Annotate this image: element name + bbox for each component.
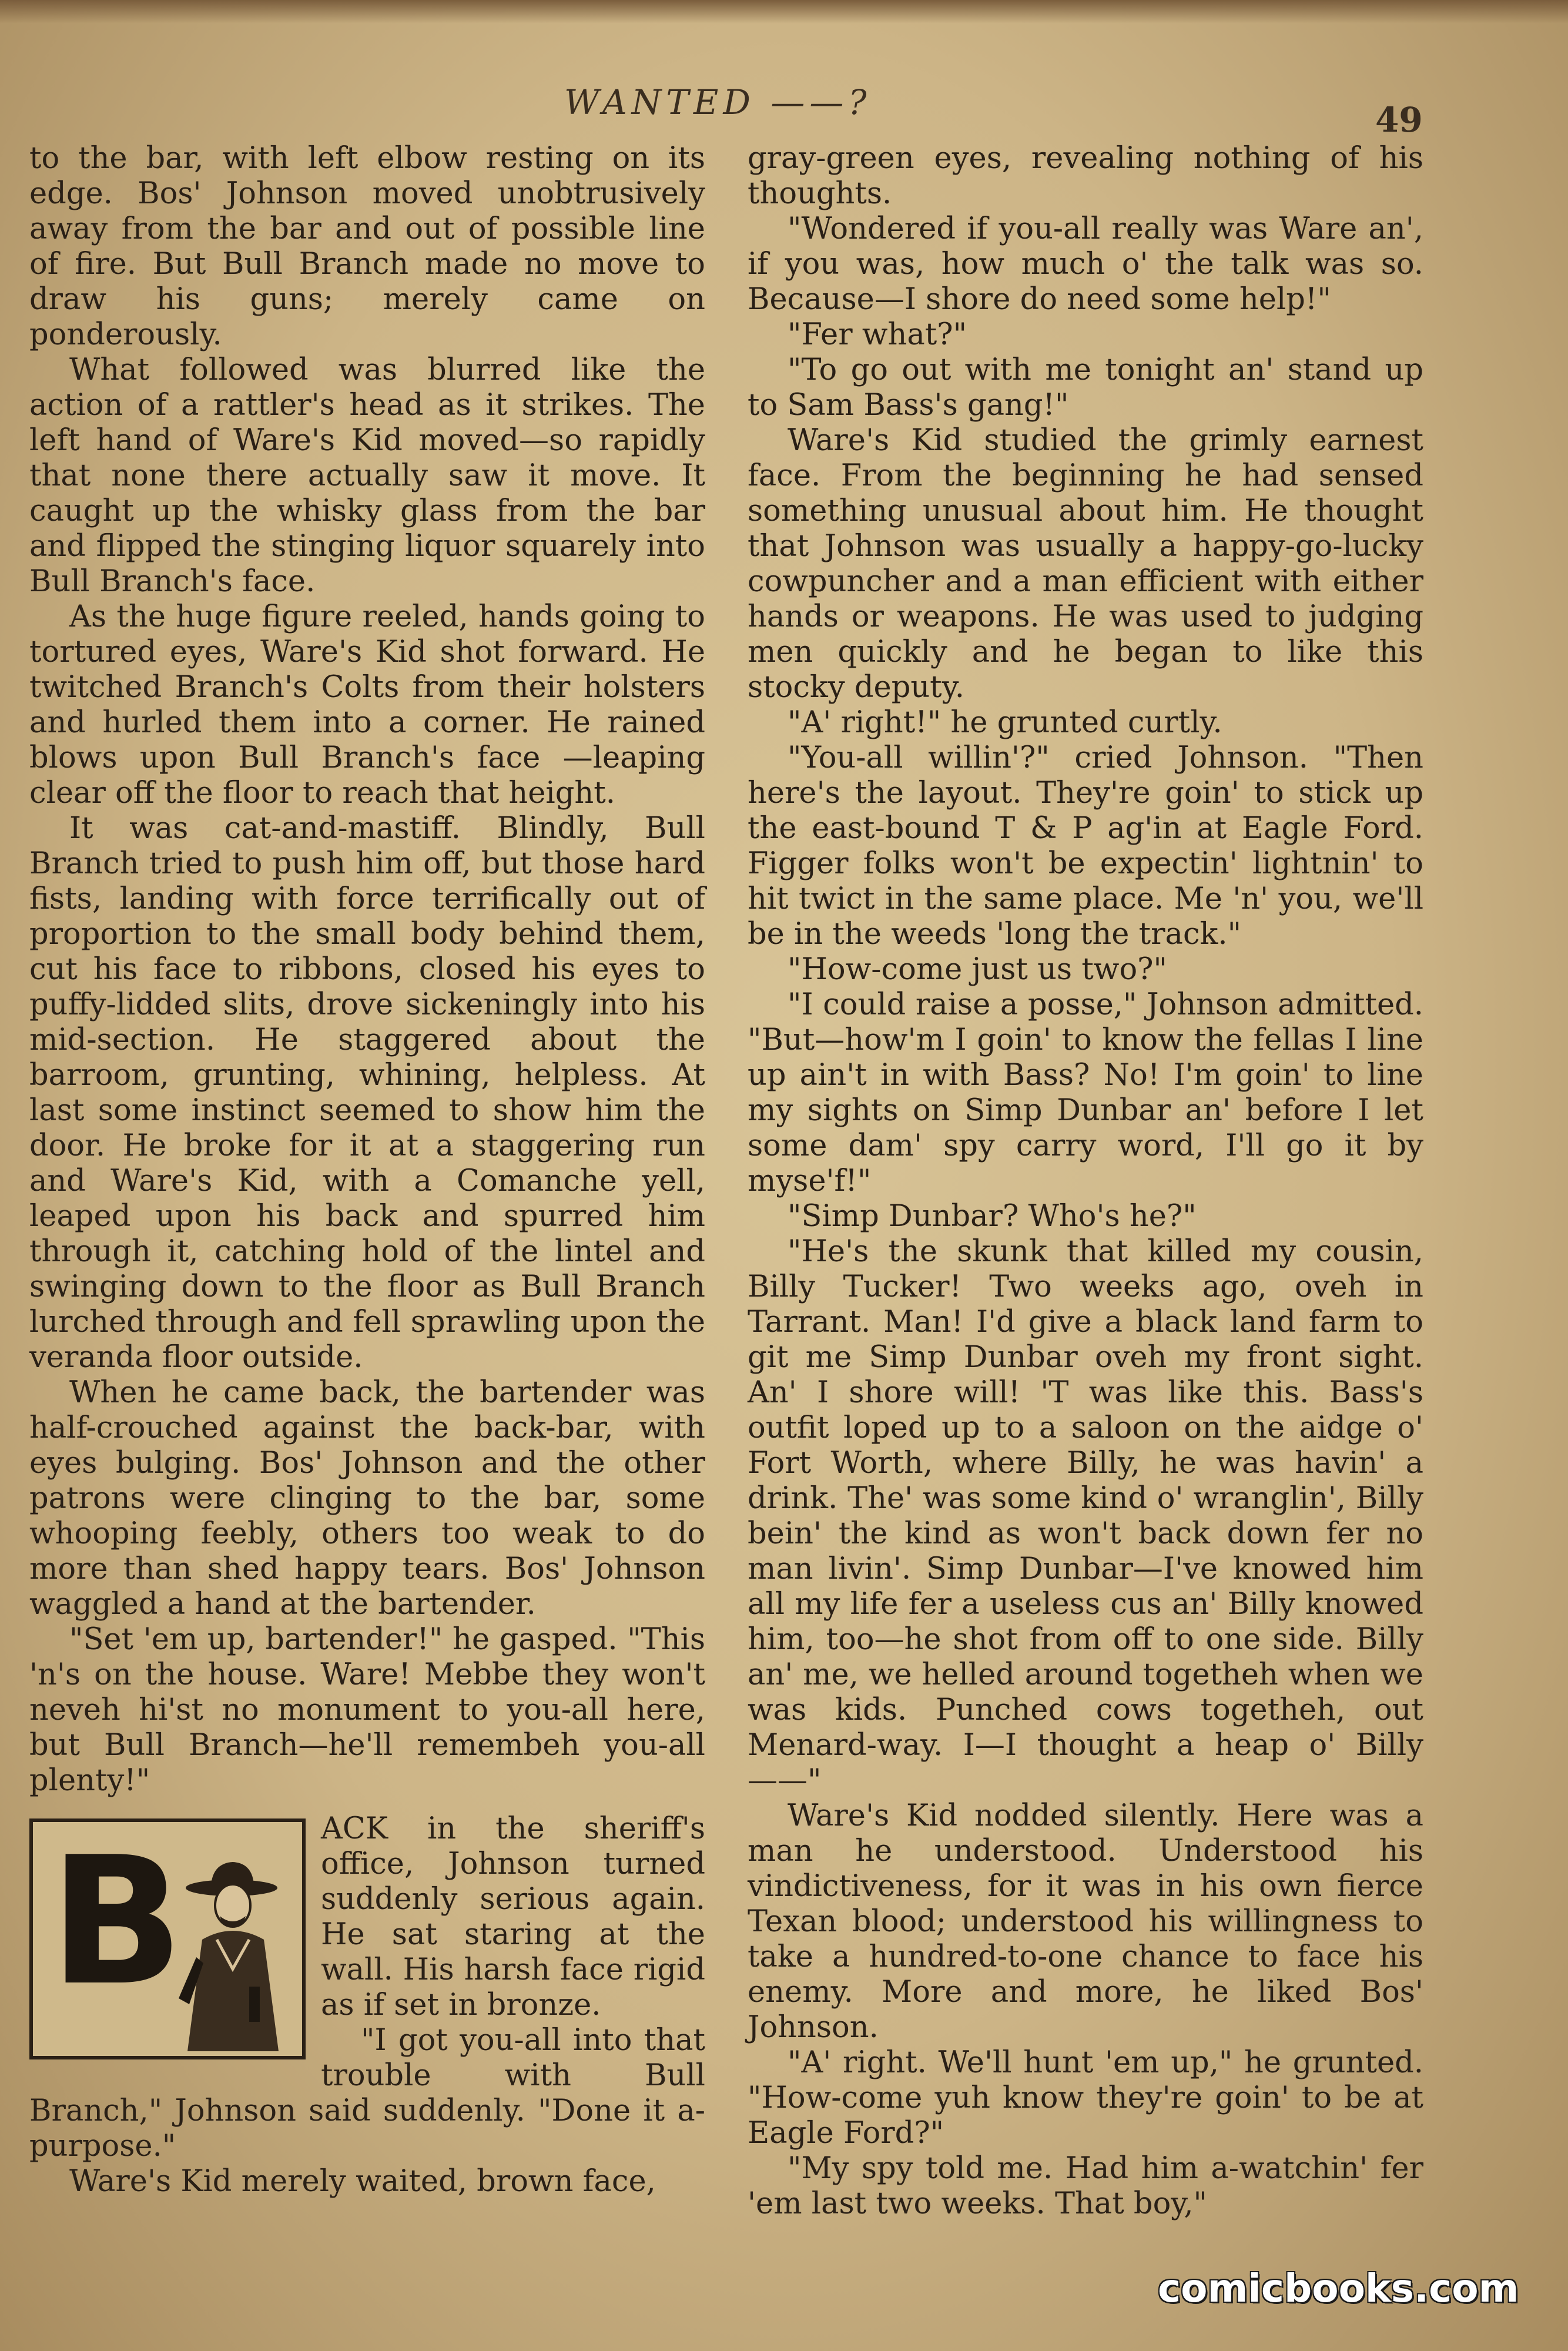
paragraph: As the huge figure reeled, hands going to tortured eyes, Ware's Kid shot forward. He twitched Branch's Colts from their holsters and hurled them into a corner. He rained blows upon Bull Branch's face —leaping clear off the floor to reach that height.: [29, 600, 705, 811]
paragraph: "A' right!" he grunted curtly.: [788, 705, 1222, 740]
paragraph: Ware's Kid merely waited, brown face,: [69, 2164, 656, 2199]
paragraph: "My spy told me. Had him a-watchin' fer 'em last two weeks. That boy,": [748, 2151, 1423, 2221]
section-break: [29, 1811, 705, 2164]
paragraph: to the bar, with left elbow resting on its edge. Bos' Johnson moved unobtrusively away from the bar and out of possible line of fire. But Bull Branch made no move to draw his guns; merely came on ponderously.: [29, 141, 705, 352]
paragraph: "Set 'em up, bartender!" he gasped. "This 'n's on the house. Ware! Mebbe they won't neveh hi'st no monument to you-all here, but Bull Branch—he'll remembeh you-all plenty!": [29, 1622, 705, 1798]
paragraph: "You-all willin'?" cried Johnson. "Then here's the layout. They're goin' to stick up the east-bound T & P ag'in at Eagle Ford. Figger folks won't be expectin' lightnin' to hit twict in the same place. Me 'n' you, we'll be in the weeds 'long the track.": [748, 741, 1423, 952]
paragraph: "He's the skunk that killed my cousin, Billy Tucker! Two weeks ago, oveh in Tarrant. Man! I'd give a black land farm to git me Simp Dunbar oveh my front sight. An' I shore will! 'T was like this. Bass's outfit loped up to a saloon on the aidge o' Fort Worth, where Billy, he was havin' a drink. The' was some kind o' wranglin', Billy bein' the kind as won't back down fer no man livin'. Simp Dunbar—I've knowed him all my life fer a useless cus an' Billy knowed him, too—he shot from off to one side. Billy an' me, we helled around togetheh when we was kids. Punched cows togetheh, out Menard-way. I—I thought a heap o' Billy——": [748, 1234, 1423, 1798]
watermark: comicbooks.com: [1158, 2266, 1519, 2311]
paragraph: Ware's Kid studied the grimly earnest face. From the beginning he had sensed something unusual about him. He thought that Johnson was usually a happy-go-lucky cowpuncher and a man efficient with either hands or weapons. He was used to judging men quickly and he began to like this stocky deputy.: [748, 423, 1423, 705]
running-title: WANTED ——?: [564, 82, 872, 122]
paragraph: "Wondered if you-all really was Ware an', if you was, how much o' the talk was so. Because—I shore do need some help!": [748, 212, 1423, 317]
cowboy-figure-icon: [161, 1851, 296, 2051]
page-edge: [0, 0, 1568, 24]
paragraph: "I got you-all into that trouble with Bull Branch," Johnson said suddenly. "Done it a-purpose.": [29, 2023, 705, 2164]
paragraph: Ware's Kid nodded silently. Here was a man he understood. Understood his vindictiveness, for it was in his own fierce Texan blood; understood his willingness to take a hundred-to-one chance to face his enemy. More and more, he liked Bos' Johnson.: [748, 1799, 1423, 2045]
paragraph: "A' right. We'll hunt 'em up," he grunted. "How-come yuh know they're goin' to be at Eagle Ford?": [748, 2045, 1423, 2151]
paragraph: "I could raise a posse," Johnson admitted. "But—how'm I goin' to know the fellas I line up ain't in with Bass? No! I'm goin' to line my sights on Simp Dunbar an' before I let some dam' spy carry word, I'll go it by myse'f!": [748, 987, 1423, 1198]
drop-cap-illustration: [29, 1818, 306, 2059]
paragraph: "How-come just us two?": [788, 952, 1167, 987]
left-column: [29, 141, 705, 2199]
paragraph: "Simp Dunbar? Who's he?": [788, 1199, 1197, 1234]
paragraph: It was cat-and-mastiff. Blindly, Bull Branch tried to push him off, but those hard fists, landing with force terrifically out of proportion to the small body behind them, cut his face to ribbons, closed his eyes to puffy-lidded slits, drove sickeningly into his mid-section. He staggered about the barroom, grunting, whining, helpless. At last some instinct seemed to show him the door. He broke for it at a staggering run and Ware's Kid, with a Comanche yell, leaped upon his back and spurred him through it, catching hold of the lintel and swinging down to the floor as Bull Branch lurched through and fell sprawling upon the veranda floor outside.: [29, 811, 705, 1375]
paragraph: When he came back, the bartender was half-crouched against the back-bar, with eyes bulging. Bos' Johnson and the other patrons were clinging to the bar, some whooping feebly, others too weak to do more than shed happy tears. Bos' Johnson waggled a hand at the bartender.: [29, 1375, 705, 1622]
page-number: 49: [1375, 100, 1423, 140]
drop-cap-letter: B: [49, 1819, 184, 2024]
paragraph: What followed was blurred like the action of a rattler's head as it strikes. The left hand of Ware's Kid moved—so rapidly that none there actually saw it move. It caught up the whisky glass from the bar and flipped the stinging liquor squarely into Bull Branch's face.: [29, 353, 705, 599]
page-header: [0, 82, 1568, 140]
paragraph: "To go out with me tonight an' stand up to Sam Bass's gang!": [748, 353, 1423, 423]
paragraph: ACK in the sheriff's office, Johnson turned suddenly serious again. He sat staring at the wall. His harsh face rigid as if set in bronze.: [321, 1811, 705, 2022]
paragraph: gray-green eyes, revealing nothing of his thoughts.: [748, 141, 1423, 211]
right-column: [748, 141, 1423, 2222]
paragraph: "Fer what?": [788, 317, 967, 352]
